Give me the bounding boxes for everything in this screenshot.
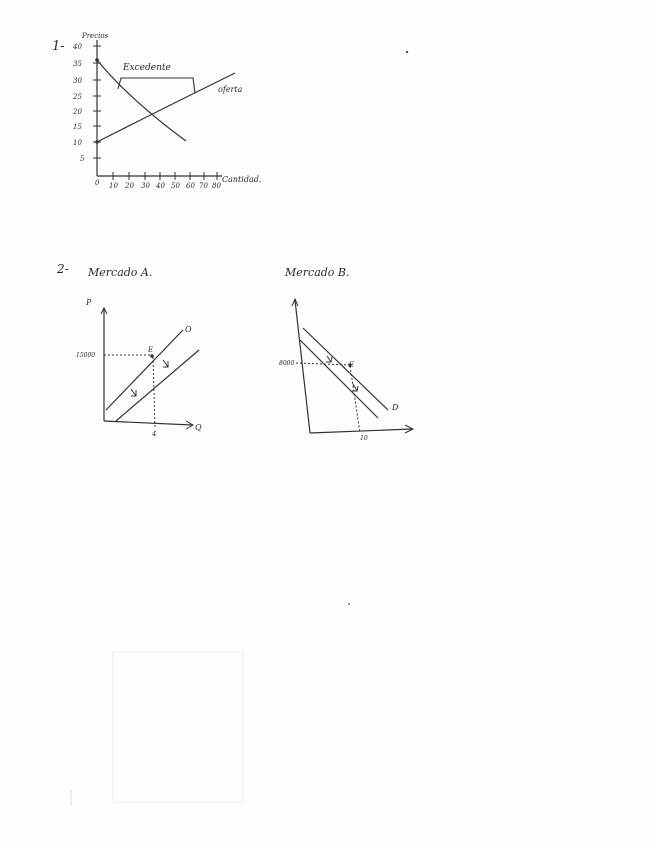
market-a-q-label: Q xyxy=(195,423,202,432)
p1-x-tick-label: 0 xyxy=(95,179,100,187)
faint-bleed-through xyxy=(113,652,243,802)
market-b-demand-original xyxy=(300,340,378,418)
p1-demand-start-point xyxy=(95,58,99,62)
p1-y-tick-label: 15 xyxy=(73,123,82,131)
market-a-shift-arrow-icon xyxy=(131,389,136,396)
market-a-qty-dash xyxy=(153,357,155,428)
market-b-price-label: 8000 xyxy=(279,360,295,367)
market-a-x-axis xyxy=(104,421,192,425)
p1-x-tick-label: 30 xyxy=(141,182,150,190)
problem1-number: 1- xyxy=(52,39,65,54)
p1-excedente-label: Excedente xyxy=(123,63,171,73)
p1-x-label: Cantidad. xyxy=(222,175,262,184)
market-a-title: Mercado A. xyxy=(88,266,153,279)
p1-x-tick-label: 10 xyxy=(109,182,118,190)
p1-x-tick-label: 70 xyxy=(199,182,208,190)
p1-supply-label: oferta xyxy=(218,85,243,94)
market-a-shift-arrow-icon xyxy=(163,360,168,367)
p1-y-tick-label: 35 xyxy=(73,60,82,68)
market-a-qty-label: 4 xyxy=(152,430,157,438)
market-a-graph xyxy=(76,298,202,438)
p1-y-tick-label: 30 xyxy=(73,77,82,85)
p1-x-tick-label: 50 xyxy=(171,182,180,190)
p1-excedente-bracket xyxy=(118,78,195,93)
market-b-curve-label: D xyxy=(392,403,399,412)
problem2-number: 2- xyxy=(57,262,69,276)
p1-y-tick-label: 10 xyxy=(73,139,82,147)
market-a-supply-original xyxy=(116,350,199,421)
market-b-eq-label: E xyxy=(349,361,355,369)
market-b-title: Mercado B. xyxy=(285,266,350,279)
market-b-y-axis xyxy=(295,300,310,433)
market-a-equilibrium-point xyxy=(150,354,154,358)
market-a-curve-label: O xyxy=(185,325,192,334)
p1-x-tick-label: 20 xyxy=(125,182,134,190)
p1-y-tick-label: 5 xyxy=(80,155,85,163)
market-a-p-label: P xyxy=(86,298,92,307)
market-a-supply-new xyxy=(106,330,183,410)
problem1-y-label: Precios xyxy=(82,32,109,40)
p1-x-tick-label: 40 xyxy=(156,182,165,190)
p1-y-tick-label: 25 xyxy=(73,93,82,101)
p1-y-tick-label: 40 xyxy=(73,43,82,51)
p1-x-tick-label: 80 xyxy=(212,182,221,190)
market-a-price-label: 15000 xyxy=(76,352,96,359)
market-b-x-axis xyxy=(310,429,412,433)
market-b-graph xyxy=(279,299,413,442)
p1-x-tick-label: 60 xyxy=(186,182,195,190)
market-a-eq-label: E xyxy=(148,346,154,354)
scan-speck xyxy=(348,603,350,605)
p1-y-tick-label: 20 xyxy=(73,108,82,116)
market-b-shift-arrow-icon xyxy=(326,356,332,362)
market-b-qty-dash xyxy=(350,366,360,433)
market-b-qty-label: 10 xyxy=(360,435,368,442)
market-b-demand-new xyxy=(303,328,388,410)
scan-speck xyxy=(406,51,408,53)
p1-supply-start-point xyxy=(95,140,99,144)
